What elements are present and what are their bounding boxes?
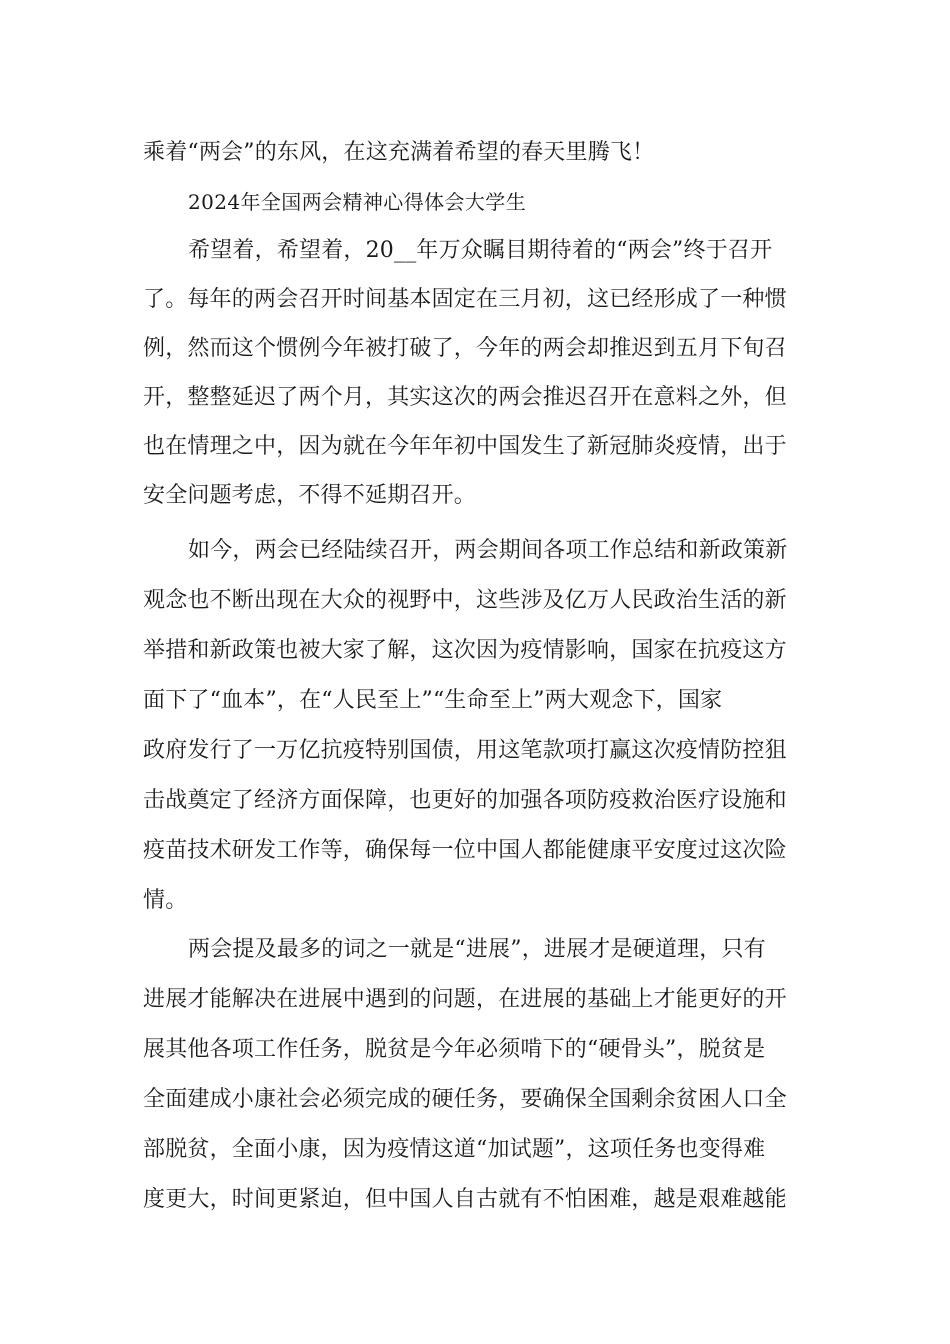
paragraph-line: 展其他各项工作任务，脱贫是今年必须啃下的“硬骨头”，脱贫是: [143, 1037, 766, 1062]
paragraph-line: 乘着“两会”的东风，在这充满着希望的春天里腾飞！: [143, 140, 655, 165]
paragraph-line: 希望着，希望着，20__年万众瞩目期待着的“两会”终于召开: [188, 238, 773, 263]
paragraph-line: 安全问题考虑，不得不延期召开。: [143, 483, 477, 508]
paragraph-line: 也在情理之中，因为就在今年年初中国发生了新冠肺炎疫情，出于: [143, 434, 787, 459]
paragraph-line: 全面建成小康社会必须完成的硬任务，要确保全国剩余贫困人口全: [143, 1087, 787, 1112]
paragraph-line: 了。每年的两会召开时间基本固定在三月初，这已经形成了一种惯: [143, 287, 787, 312]
paragraph-line: 如今，两会已经陆续召开，两会期间各项工作总结和新政策新: [188, 538, 788, 563]
paragraph-line: 面下了“血本”，在“人民至上”“生命至上”两大观念下，国家: [143, 688, 723, 713]
paragraph-line: 开，整整延迟了两个月，其实这次的两会推迟召开在意料之外，但: [143, 385, 787, 410]
paragraph-line: 两会提及最多的词之一就是“进展”，进展才是硬道理，只有: [188, 937, 766, 962]
paragraph-line: 疫苗技术研发工作等，确保每一位中国人都能健康平安度过这次险: [143, 838, 787, 863]
paragraph-line: 观念也不断出现在大众的视野中，这些涉及亿万人民政治生活的新: [143, 588, 787, 613]
paragraph-line: 举措和新政策也被大家了解，这次因为疫情影响，国家在抗疫这方: [143, 638, 787, 663]
paragraph-line: 进展才能解决在进展中遇到的问题，在进展的基础上才能更好的开: [143, 987, 787, 1012]
paragraph-line: 例，然而这个惯例今年被打破了，今年的两会却推迟到五月下旬召: [143, 336, 787, 361]
section-heading: 2024年全国两会精神心得体会大学生: [188, 190, 527, 214]
paragraph-line: 部脱贫，全面小康，因为疫情这道“加试题”，这项任务也变得难: [143, 1137, 766, 1162]
paragraph-line: 度更大，时间更紧迫，但中国人自古就有不怕困难，越是艰难越能: [143, 1187, 787, 1212]
paragraph-line: 击战奠定了经济方面保障，也更好的加强各项防疫救治医疗设施和: [143, 788, 787, 813]
paragraph-line: 政府发行了一万亿抗疫特别国债，用这笔款项打赢这次疫情防控狙: [143, 738, 787, 763]
paragraph-line: 情。: [143, 888, 188, 913]
